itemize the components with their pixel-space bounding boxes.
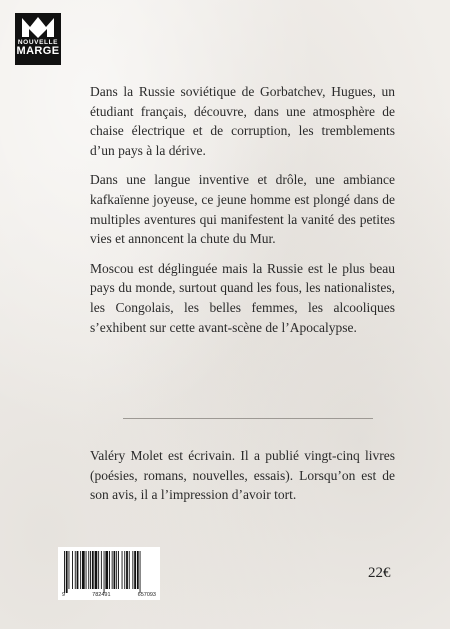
- blurb-paragraph: Dans la Russie soviétique de Gorbatchev, Hugues, un étudiant français, découvre, dans une atmosphère de chaise électrique et de corruption, les tremblements d’un pays à la dérive.: [90, 84, 395, 158]
- logo-line-1: NOUVELLE: [17, 39, 59, 46]
- barcode-bar: [112, 551, 113, 589]
- barcode-bar: [69, 551, 70, 589]
- barcode-bar: [88, 551, 89, 589]
- barcode-digits: [58, 592, 160, 598]
- barcode-bar: [124, 551, 125, 589]
- barcode-bar: [64, 551, 65, 593]
- barcode-bar: [90, 551, 91, 589]
- blurb: [90, 82, 395, 347]
- barcode-bar: [137, 551, 139, 589]
- barcode: [58, 547, 160, 600]
- crown-mark-icon: [21, 16, 55, 38]
- blurb-paragraph: Dans une langue inventive et drôle, une ambiance kafkaïenne joyeuse, ce jeune homme est plongé dans de multiples aventures qui manifestent la vanité des petites vies et annoncent la chute du Mur.: [90, 172, 395, 247]
- divider: [123, 418, 373, 419]
- barcode-bar: [101, 551, 102, 589]
- barcode-bar: [82, 551, 85, 589]
- barcode-bar: [129, 551, 130, 589]
- barcode-bar: [140, 551, 141, 593]
- barcode-bar: [109, 551, 110, 589]
- logo-line-2: MARGE: [16, 45, 60, 57]
- barcode-bar: [118, 551, 119, 589]
- barcode-bar: [126, 551, 128, 589]
- barcode-bar: [75, 551, 76, 589]
- barcode-bar: [116, 551, 117, 589]
- barcode-bar: [104, 551, 105, 593]
- price: 22€: [368, 565, 391, 581]
- barcode-bar: [114, 551, 116, 589]
- barcode-bar: [105, 551, 108, 589]
- barcode-bar: [80, 551, 81, 589]
- blurb-paragraph: Moscou est déglinguée mais la Russie est le plus beau pays du monde, surtout quand les fous, les nationalistes, les Congolais, les belles femmes, les alcooliques s’exhibent sur cette avant-scène de l’Apocalypse.: [90, 260, 395, 335]
- barcode-bar: [86, 551, 87, 589]
- barcode-bar: [72, 551, 73, 589]
- barcode-digit-prefix: 9: [62, 592, 66, 598]
- barcode-bar: [92, 551, 94, 589]
- barcode-bar: [134, 551, 136, 589]
- barcode-bar: [132, 551, 133, 589]
- barcode-bar: [98, 551, 99, 589]
- publisher-logo: [15, 13, 61, 65]
- barcode-bar: [95, 551, 98, 589]
- barcode-bar: [66, 551, 68, 593]
- barcode-bar: [77, 551, 79, 589]
- barcode-bar: [122, 551, 123, 589]
- barcode-digit-group-1: 782491: [92, 592, 111, 598]
- author-bio: Valéry Molet est écrivain. Il a publié vingt-cinq livres (poésies, romans, nouvelles, essais). Lorsqu’on est de son avis, il a l’impression d’avoir tort.: [90, 448, 395, 503]
- barcode-digit-group-2: 657093: [137, 592, 156, 598]
